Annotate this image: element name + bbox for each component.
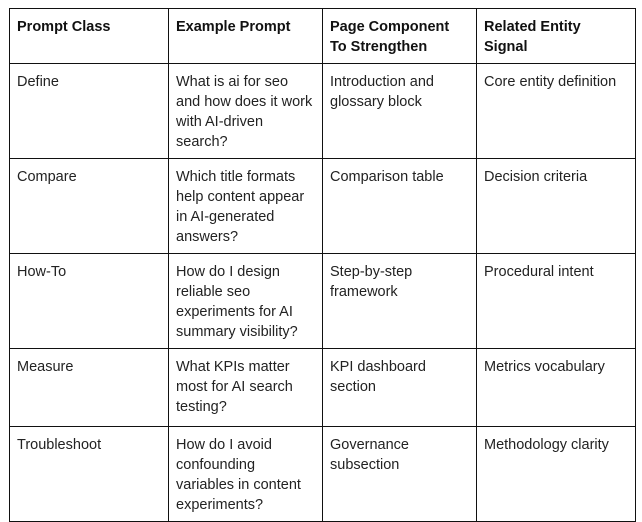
cell-entity-signal: Metrics vocabulary xyxy=(477,349,636,427)
table-row xyxy=(10,254,636,349)
cell-example-prompt: Which title formats help content appear in AI-generated answers? xyxy=(169,159,323,254)
cell-page-component: KPI dashboard section xyxy=(323,349,477,427)
cell-example-prompt: How do I avoid confounding variables in content experiments? xyxy=(169,427,323,522)
cell-entity-signal: Decision criteria xyxy=(477,159,636,254)
cell-page-component: Governance subsection xyxy=(323,427,477,522)
cell-prompt-class: Troubleshoot xyxy=(10,427,169,522)
table-row xyxy=(10,64,636,159)
cell-entity-signal: Core entity definition xyxy=(477,64,636,159)
cell-page-component: Comparison table xyxy=(323,159,477,254)
header-example-prompt: Example Prompt xyxy=(169,9,323,64)
cell-prompt-class: Define xyxy=(10,64,169,159)
cell-page-component: Introduction and glossary block xyxy=(323,64,477,159)
prompt-class-table xyxy=(9,8,636,522)
header-page-component: Page Component To Strengthen xyxy=(323,9,477,64)
cell-entity-signal: Methodology clarity xyxy=(477,427,636,522)
table-header-row xyxy=(10,9,636,64)
cell-example-prompt: What is ai for seo and how does it work with AI-driven search? xyxy=(169,64,323,159)
cell-example-prompt: What KPIs matter most for AI search testing? xyxy=(169,349,323,427)
table-row xyxy=(10,159,636,254)
cell-entity-signal: Procedural intent xyxy=(477,254,636,349)
cell-page-component: Step-by-step framework xyxy=(323,254,477,349)
cell-prompt-class: How-To xyxy=(10,254,169,349)
cell-prompt-class: Compare xyxy=(10,159,169,254)
header-prompt-class: Prompt Class xyxy=(10,9,169,64)
table-row xyxy=(10,427,636,522)
cell-prompt-class: Measure xyxy=(10,349,169,427)
table-row xyxy=(10,349,636,427)
header-entity-signal: Related Entity Signal xyxy=(477,9,636,64)
cell-example-prompt: How do I design reliable seo experiments for AI summary visibility? xyxy=(169,254,323,349)
